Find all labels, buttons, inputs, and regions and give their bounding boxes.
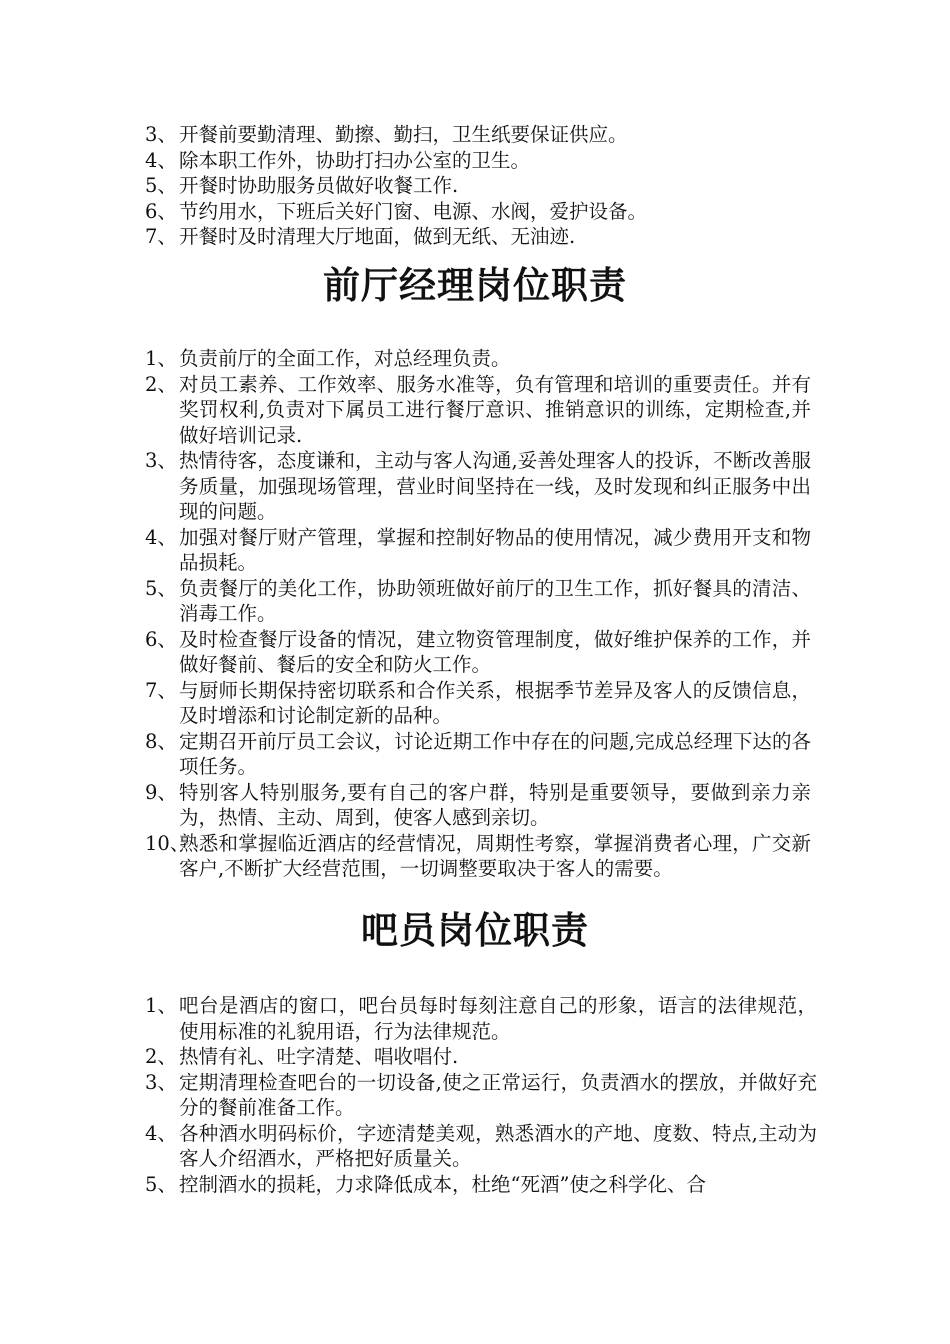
list-item (145, 1172, 817, 1198)
list-item (145, 148, 825, 174)
item-number: 7、 (145, 225, 177, 249)
item-number: 4、 (145, 148, 177, 172)
item-text: 定期清理检查吧台的一切设备,使之正常运行，负责酒水的摆放，并做好充分的餐前准备工作。 (179, 1070, 817, 1119)
item-number: 3、 (145, 449, 177, 472)
item-number: 1、 (145, 994, 177, 1017)
item-number: 2、 (145, 372, 177, 396)
item-text: 开餐时及时清理大厅地面，做到无纸、无油迹. (179, 225, 576, 249)
item-number: 10、 (145, 831, 190, 855)
list-item (145, 372, 811, 449)
item-number: 6、 (145, 199, 177, 223)
item-text: 负责前厅的全面工作，对总经理负责。 (179, 347, 511, 370)
item-number: 4、 (145, 1121, 177, 1145)
list-item (145, 525, 811, 576)
item-number: 4、 (145, 525, 177, 549)
item-text: 熟悉和掌握临近酒店的经营情况，周期性考察，掌握消费者心理，广交新客户,不断扩大经营范围，一切调整要取决于客人的需要。 (179, 831, 811, 880)
item-number: 1、 (145, 347, 177, 370)
duties-list-continued (145, 122, 825, 250)
list-item (145, 831, 811, 882)
section-heading-bar-staff: 吧员岗位职责 (361, 908, 589, 952)
item-text: 各种酒水明码标价，字迹清楚美观，熟悉酒水的产地、度数、特点,主动为客人介绍酒水，严格把好质量关。 (179, 1121, 817, 1170)
item-number: 5、 (145, 174, 177, 198)
list-item (145, 993, 817, 1044)
list-item (145, 1044, 817, 1070)
section-heading-front-hall-manager: 前厅经理岗位职责 (323, 263, 627, 307)
item-text: 与厨师长期保持密切联系和合作关系，根据季节差异及客人的反馈信息，及时增添和讨论制定新的品种。 (179, 678, 811, 727)
item-text: 除本职工作外，协助打扫办公室的卫生。 (179, 148, 531, 172)
item-number: 8、 (145, 729, 177, 753)
list-item (145, 1121, 817, 1172)
item-text: 热情有礼、吐字清楚、唱收唱付. (179, 1045, 459, 1068)
list-item (145, 122, 825, 148)
list-item (145, 627, 811, 678)
item-text: 特别客人特别服务,要有自己的客户群，特别是重要领导，要做到亲力亲为，热情、主动、周到，使客人感到亲切。 (179, 780, 811, 829)
front-hall-manager-duties-list (145, 346, 811, 882)
item-number: 3、 (145, 1070, 177, 1094)
item-number: 5、 (145, 576, 177, 600)
list-item (145, 346, 811, 372)
item-text: 节约用水，下班后关好门窗、电源、水阀，爱护设备。 (179, 199, 648, 223)
item-number: 2、 (145, 1045, 177, 1068)
item-text: 负责餐厅的美化工作，协助领班做好前厅的卫生工作，抓好餐具的清洁、消毒工作。 (179, 576, 811, 625)
item-text: 加强对餐厅财产管理，掌握和控制好物品的使用情况，减少费用开支和物品损耗。 (179, 525, 811, 574)
item-number: 7、 (145, 678, 177, 702)
list-item (145, 1070, 817, 1121)
bar-staff-duties-list (145, 993, 817, 1197)
item-text: 定期召开前厅员工会议，讨论近期工作中存在的问题,完成总经理下达的各项任务。 (179, 729, 811, 778)
item-text: 热情待客，态度谦和，主动与客人沟通,妥善处理客人的投诉，不断改善服务质量，加强现场管理，营业时间坚持在一线，及时发现和纠正服务中出现的问题。 (179, 449, 811, 523)
item-number: 6、 (145, 627, 177, 651)
list-item (145, 199, 825, 225)
item-text: 开餐前要勤清理、勤擦、勤扫，卫生纸要保证供应。 (179, 123, 628, 146)
item-text: 吧台是酒店的窗口，吧台员每时每刻注意自己的形象，语言的法律规范，使用标准的礼貌用语，行为法律规范。 (179, 994, 817, 1043)
list-item (145, 780, 811, 831)
list-item (145, 448, 811, 525)
item-number: 5、 (145, 1172, 177, 1196)
list-item (145, 678, 811, 729)
list-item (145, 224, 825, 250)
list-item (145, 173, 825, 199)
item-number: 9、 (145, 780, 177, 804)
list-item (145, 729, 811, 780)
item-text: 及时检查餐厅设备的情况，建立物资管理制度，做好维护保养的工作，并做好餐前、餐后的安全和防火工作。 (179, 627, 811, 676)
item-text: 开餐时协助服务员做好收餐工作. (179, 174, 459, 198)
item-number: 3、 (145, 123, 177, 146)
item-text: 对员工素养、工作效率、服务水准等，负有管理和培训的重要责任。并有奖罚权利,负责对下属员工进行餐厅意识、推销意识的训练，定期检查,并做好培训记录. (179, 372, 811, 447)
item-text: 控制酒水的损耗，力求降低成本，杜绝“死酒”使之科学化、合 (179, 1172, 706, 1196)
list-item (145, 576, 811, 627)
